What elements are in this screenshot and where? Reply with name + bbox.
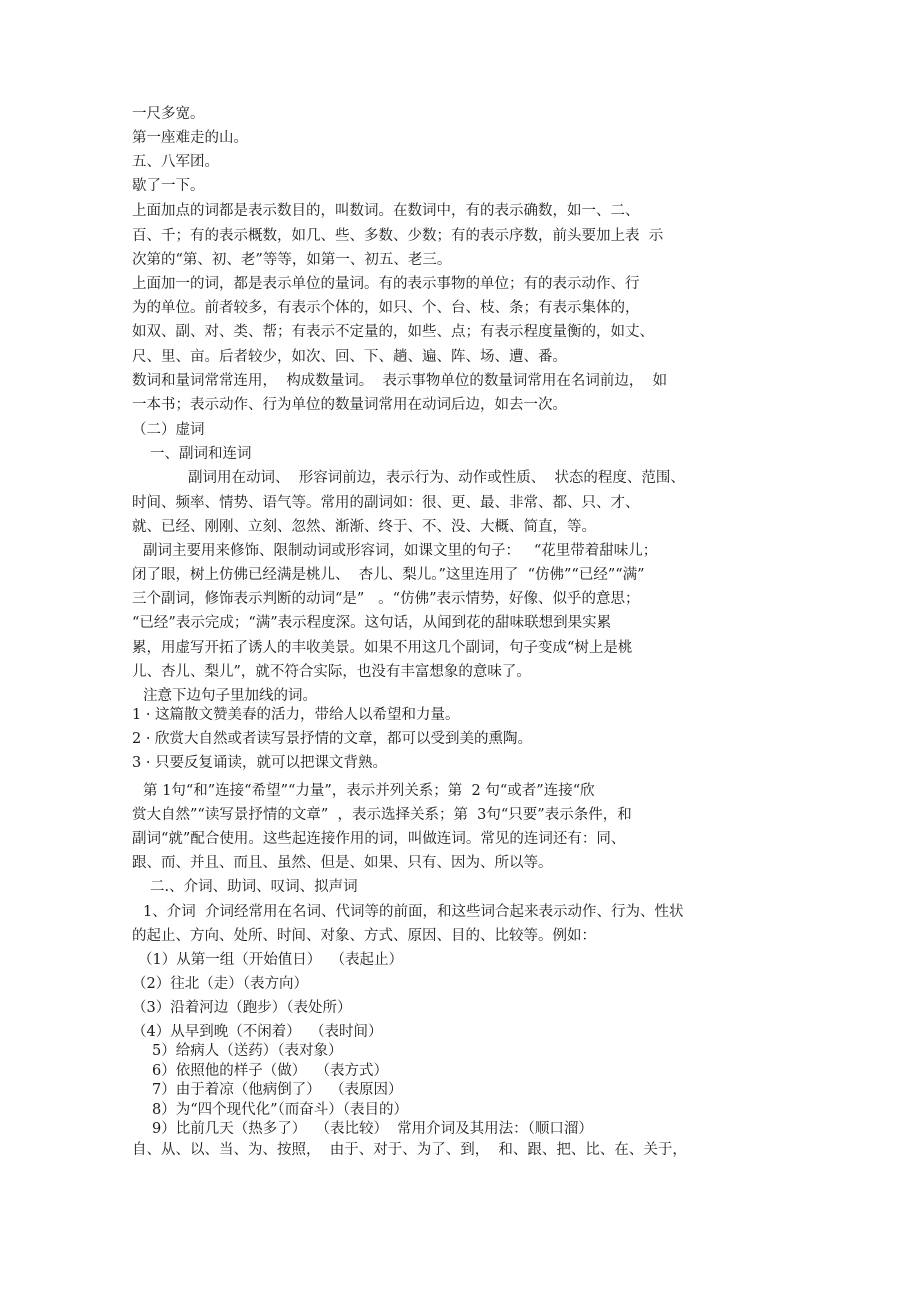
text-line: 为的单位。前者较多，有表示个体的，如只、个、台、枝、条；有表示集体的， xyxy=(132,300,640,316)
text-line: 就、已经、刚刚、立刻、忽然、渐渐、终于、不、没、大概、简直，等。 xyxy=(132,519,596,535)
text-line: 跟、而、并且、而且、虽然、但是、如果、只有、因为、所以等。 xyxy=(132,855,553,871)
text-line: 上面加一的词，都是表示单位的量词。有的表示事物的单位；有的表示动作、行 xyxy=(132,276,640,292)
subsection-heading: 一、副词和连词 xyxy=(150,446,252,462)
text-line: “已经”表示完成；“满”表示程度深。这句话，从闻到花的甜味联想到果实累 xyxy=(132,615,612,631)
list-item: 2 · 欣赏大自然或者读写景抒情的文章，都可以受到美的熏陶。 xyxy=(132,731,533,747)
text-line: 副词主要用来修饰、限制动词或形容词，如课文里的句子： “花里带着甜味儿； xyxy=(143,543,658,559)
text-line: 尺、里、亩。后者较少，如次、回、下、趟、遍、阵、场、遭、番。 xyxy=(132,349,567,365)
text-line: 数词和量词常常连用， 构成数量词。 表示事物单位的数量词常用在名词前边， 如 xyxy=(132,373,668,389)
list-item: 8）为“四个现代化”（而奋斗）（表目的） xyxy=(152,1102,409,1118)
section-heading: （二）虚词 xyxy=(132,422,205,438)
text-line: 的起止、方向、处所、时间、对象、方式、原因、目的、比较等。例如： xyxy=(132,928,596,944)
list-item: 5）给病人（送药）（表对象） xyxy=(152,1043,343,1059)
text-line: 时间、频率、情势、语气等。常用的副词如：很、更、最、非常、都、只、才、 xyxy=(132,495,640,511)
text-line: 儿、杏儿、梨儿”，就不符合实际，也没有丰富想象的意味了。 xyxy=(132,664,531,680)
text-line: 次第的“第、初、老”等等，如第一、初五、老三。 xyxy=(132,252,452,268)
list-item: 9）比前几天（热多了） （表比较） 常用介词及其用法：（顺口溜） xyxy=(152,1121,593,1137)
list-item: （4）从早到晚（不闲着） （表时间） xyxy=(132,1024,383,1040)
text-line: 一本书；表示动作、行为单位的数量词常用在动词后边，如去一次。 xyxy=(132,397,567,413)
text-line: 第一座难走的山。 xyxy=(132,130,248,146)
text-line: 副词用在动词、 形容词前边，表示行为、动作或性质、 状态的程度、范围、 xyxy=(188,470,685,486)
text-line: 歇了一下。 xyxy=(132,178,205,194)
text-line: 一尺多宽。 xyxy=(132,106,205,122)
list-item: （1）从第一组（开始值日） （表起止） xyxy=(138,952,403,968)
list-item: 6）依照他的样子（做） （表方式） xyxy=(152,1063,388,1079)
list-item: （3）沿着河边（跑步）（表处所） xyxy=(132,1000,352,1016)
text-line: 第 1句“和”连接“希望”“力量”，表示并列关系；第 2 句“或者”连接“欣 xyxy=(143,783,595,799)
text-line: 注意下边句子里加线的词。 xyxy=(143,688,317,704)
text-line: 1、介词 介词经常用在名词、代词等的前面，和这些词合起来表示动作、行为、性状 xyxy=(143,904,684,920)
subsection-heading: 二.、介词、助词、叹词、拟声词 xyxy=(150,879,358,895)
list-item: 7）由于着凉（他病倒了） （表原因） xyxy=(152,1082,403,1098)
text-line: 闭了眼，树上仿佛已经满是桃儿、 杏儿、梨儿。”这里连用了 “仿佛”“已经”“满” xyxy=(132,567,645,583)
text-line: 累，用虚写开拓了诱人的丰收美景。如果不用这几个副词，句子变成“树上是桃 xyxy=(132,640,633,656)
list-item: （2）往北（走）（表方向） xyxy=(132,976,308,992)
text-line: 百、千；有的表示概数，如几、些、多数、少数；有的表示序数，前头要加上表 示 xyxy=(132,228,664,244)
text-line: 自、从、以、当、为、按照， 由于、对于、为了、到， 和、跟、把、比、在、关于， xyxy=(132,1142,687,1158)
text-line: 赏大自然”“读写景抒情的文章” ，表示选择关系；第 3句“只要”表示条件，和 xyxy=(132,807,632,823)
text-line: 三个副词，修饰表示判断的动词“是” 。“仿佛”表示情势，好像、似乎的意思； xyxy=(132,591,640,607)
text-line: 如双、副、对、类、帮；有表示不定量的，如些、点；有表示程度量衡的，如丈、 xyxy=(132,324,654,340)
list-item: 1 · 这篇散文赞美春的活力，带给人以希望和力量。 xyxy=(132,707,460,723)
list-item: 3 · 只要反复诵读，就可以把课文背熟。 xyxy=(132,755,388,771)
text-line: 上面加点的词都是表示数目的，叫数词。在数词中，有的表示确数，如一、二、 xyxy=(132,203,640,219)
text-line: 五、八军团。 xyxy=(132,154,219,170)
text-line: 副词“就”配合使用。这些起连接作用的词，叫做连词。常见的连词还有：同、 xyxy=(132,831,626,847)
